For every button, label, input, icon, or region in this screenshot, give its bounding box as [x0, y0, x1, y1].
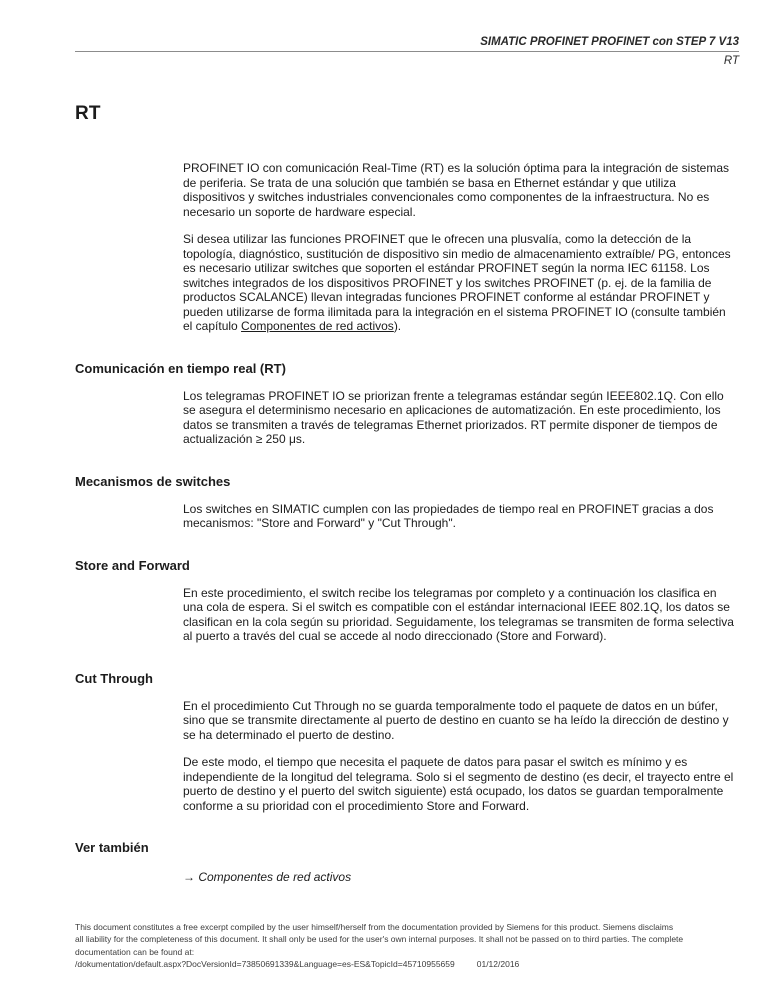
page-footer	[75, 921, 742, 970]
section-mecanismos-switches	[75, 474, 738, 531]
section-heading-cut-through: Cut Through	[75, 670, 153, 686]
section-paragraph: En este procedimiento, el switch recibe los telegramas por completo y a continuación los clasifica en una cola de espera. Si el switch es compatible con el estándar internacional IEEE 802.1Q, los datos se clasifican en la cola según su prioridad. Seguidamente, los telegramas se transmiten de forma selectiva al puerto a través del cual se accede al nodo direccionado (Store and Forward).	[183, 585, 734, 643]
intro-paragraph-2-closing: ).	[393, 319, 402, 333]
footer-disclaimer-line-3: documentation can be found at:	[75, 946, 195, 957]
section-heading-mecanismos: Mecanismos de switches	[75, 473, 231, 489]
section-heading-comunicacion: Comunicación en tiempo real (RT)	[75, 360, 286, 376]
page-header	[75, 36, 739, 68]
footer-date: 01/12/2016	[476, 958, 520, 969]
section-comunicacion-tiempo-real	[75, 361, 738, 447]
page-title: RT	[75, 103, 101, 124]
intro-paragraph-2-text: Si desea utilizar las funciones PROFINET que le ofrecen una plusvalía, como la detección de la topología, diagnóstico, sustitución de dispositivo sin medio de almacenamiento extraíble/ PG, entonces es necesario utilizar switches que soporten el estándar PROFINET según la norma IEC 61158. Los switches integrados de los dispositivos PROFINET y los switches PROFINET (p. ej. de la familia de productos SCALANCE) llevan integradas funciones PROFINET conforme al estándar PROFINET y pueden utilizarse de forma ilimitada para la integración en el sistema PROFINET IO (consulte también el capítulo	[183, 232, 731, 333]
intro-paragraph-1: PROFINET IO con comunicación Real-Time (RT) es la solución óptima para la integración de sistemas de periferia. Se trata de una solución que también se basa en Ethernet estándar y que utiliza dispositivos y switches industriales convencionales como componentes de la infraestructura. No es necesario un soporte de hardware especial.	[183, 161, 729, 219]
section-heading-ver-tambien: Ver también	[75, 840, 149, 855]
see-also-componentes-link[interactable]: → Componentes de red activos	[183, 870, 352, 884]
section-heading-store-and-forward: Store and Forward	[75, 557, 190, 573]
section-paragraph: En el procedimiento Cut Through no se guarda temporalmente todo el paquete de datos en un búfer, sino que se transmite directamente al puerto de destino en cuanto se ha leído la dirección de destino y se ha determinado el puerto de destino.	[183, 698, 729, 742]
header-doc-title: SIMATIC PROFINET PROFINET con STEP 7 V13	[480, 36, 739, 48]
footer-disclaimer-line-2: all liability for the completeness of this document. It shall only be used for the user's own internal purposes. It shall not be passed on to third parties. The complete	[75, 934, 684, 945]
intro-block	[183, 161, 738, 334]
componentes-de-red-activos-link[interactable]: Componentes de red activos	[241, 319, 394, 333]
footer-url-row	[75, 958, 742, 970]
page-content	[75, 103, 738, 886]
section-paragraph: Los switches en SIMATIC cumplen con las propiedades de tiempo real en PROFINET gracias a dos mecanismos: "Store and Forward" y "Cut Through".	[183, 501, 714, 530]
intro-paragraph-2	[183, 232, 738, 334]
footer-document-url: /dokumentation/default.aspx?DocVersionId=73850691339&Language=es-ES&TopicId=45710955659	[75, 958, 455, 969]
header-rule	[75, 51, 739, 52]
section-store-and-forward	[75, 558, 738, 644]
footer-disclaimer-line-1: This document constitutes a free excerpt compiled by the user himself/herself from the documentation provided by Siemens for this product. Siemens disclaims	[75, 922, 674, 932]
section-paragraph: Los telegramas PROFINET IO se priorizan frente a telegramas estándar según IEEE802.1Q. Con ello se asegura el determinismo necesario en aplicaciones de automatización. En este procedimiento, los datos se transmiten a través de telegramas Ethernet priorizados. RT permite disponer de tiempos de actualización ≥ 250 μs.	[183, 388, 724, 446]
header-chapter-title: RT	[723, 55, 739, 67]
section-paragraph: De este modo, el tiempo que necesita el paquete de datos para pasar el switch es mínimo y es independiente de la longitud del telegrama. Solo si el segmento de destino (es decir, el trayecto entre el puerto de destino y el puerto del switch siguiente) está ocupado, los datos se guardan temporalmente conforme a su prioridad con el procedimiento Store and Forward.	[183, 755, 734, 813]
section-cut-through	[75, 671, 738, 814]
section-ver-tambien	[75, 840, 738, 886]
